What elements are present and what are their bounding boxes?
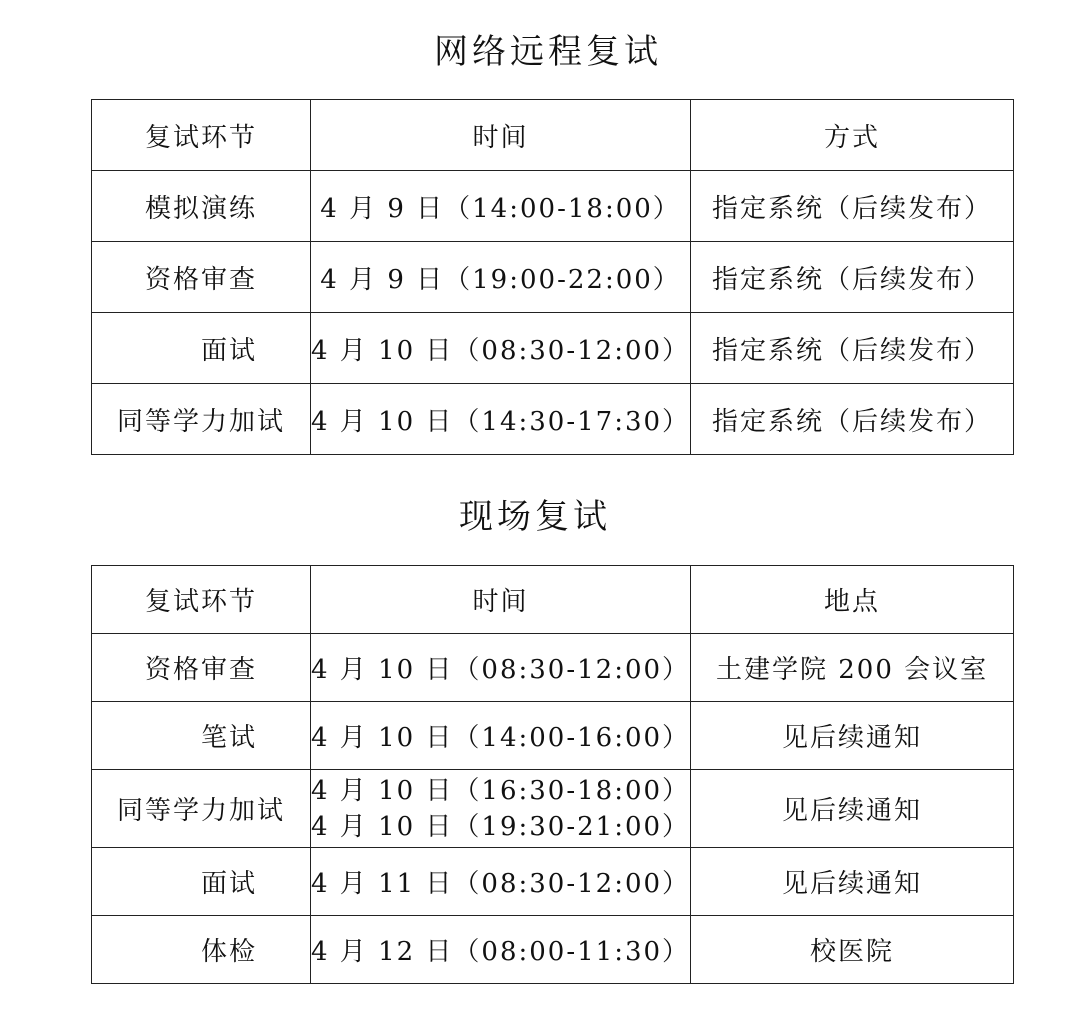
header-stage: 复试环节	[92, 566, 311, 634]
table-row	[92, 916, 1014, 984]
table-row	[92, 384, 1014, 455]
remote-section-title: 网络远程复试	[434, 32, 662, 72]
place-cell: 见后续通知	[691, 770, 1014, 848]
method-cell: 指定系统（后续发布）	[691, 313, 1014, 384]
table-header-row	[92, 566, 1014, 634]
stage-cell: 面试	[92, 313, 311, 384]
onsite-schedule-table	[91, 565, 1014, 984]
time-cell: 4 月 9 日（19:00-22:00）	[311, 242, 691, 313]
place-cell: 土建学院 200 会议室	[691, 634, 1014, 702]
onsite-section-title: 现场复试	[459, 497, 611, 537]
stage-cell: 资格审查	[92, 634, 311, 702]
stage-cell: 同等学力加试	[92, 384, 311, 455]
method-cell: 指定系统（后续发布）	[691, 242, 1014, 313]
time-line: 4 月 10 日（19:30-21:00）	[311, 811, 691, 842]
place-cell: 见后续通知	[691, 702, 1014, 770]
table-row	[92, 702, 1014, 770]
remote-schedule-table	[91, 99, 1014, 455]
stage-cell: 模拟演练	[92, 171, 311, 242]
table-row	[92, 313, 1014, 384]
time-cell: 4 月 12 日（08:00-11:30）	[311, 916, 691, 984]
table-row	[92, 242, 1014, 313]
time-cell: 4 月 10 日（08:30-12:00）	[311, 313, 691, 384]
table-row	[92, 634, 1014, 702]
header-method: 方式	[691, 100, 1014, 171]
header-time: 时间	[311, 100, 691, 171]
header-place: 地点	[691, 566, 1014, 634]
table-row	[92, 770, 1014, 848]
time-cell: 4 月 10 日（14:00-16:00）	[311, 702, 691, 770]
stage-cell: 体检	[92, 916, 311, 984]
time-cell: 4 月 11 日（08:30-12:00）	[311, 848, 691, 916]
stage-cell: 面试	[92, 848, 311, 916]
time-cell: 4 月 10 日（08:30-12:00）	[311, 634, 691, 702]
table-header-row	[92, 100, 1014, 171]
time-cell: 4 月 10 日（14:30-17:30）	[311, 384, 691, 455]
table-row	[92, 171, 1014, 242]
time-cell: 4 月 9 日（14:00-18:00）	[311, 171, 691, 242]
header-stage: 复试环节	[92, 100, 311, 171]
time-cell	[311, 770, 691, 848]
time-line: 4 月 10 日（16:30-18:00）	[311, 775, 691, 806]
place-cell: 见后续通知	[691, 848, 1014, 916]
method-cell: 指定系统（后续发布）	[691, 171, 1014, 242]
stage-cell: 同等学力加试	[92, 770, 311, 848]
table-row	[92, 848, 1014, 916]
place-cell: 校医院	[691, 916, 1014, 984]
header-time: 时间	[311, 566, 691, 634]
stage-cell: 资格审查	[92, 242, 311, 313]
method-cell: 指定系统（后续发布）	[691, 384, 1014, 455]
stage-cell: 笔试	[92, 702, 311, 770]
